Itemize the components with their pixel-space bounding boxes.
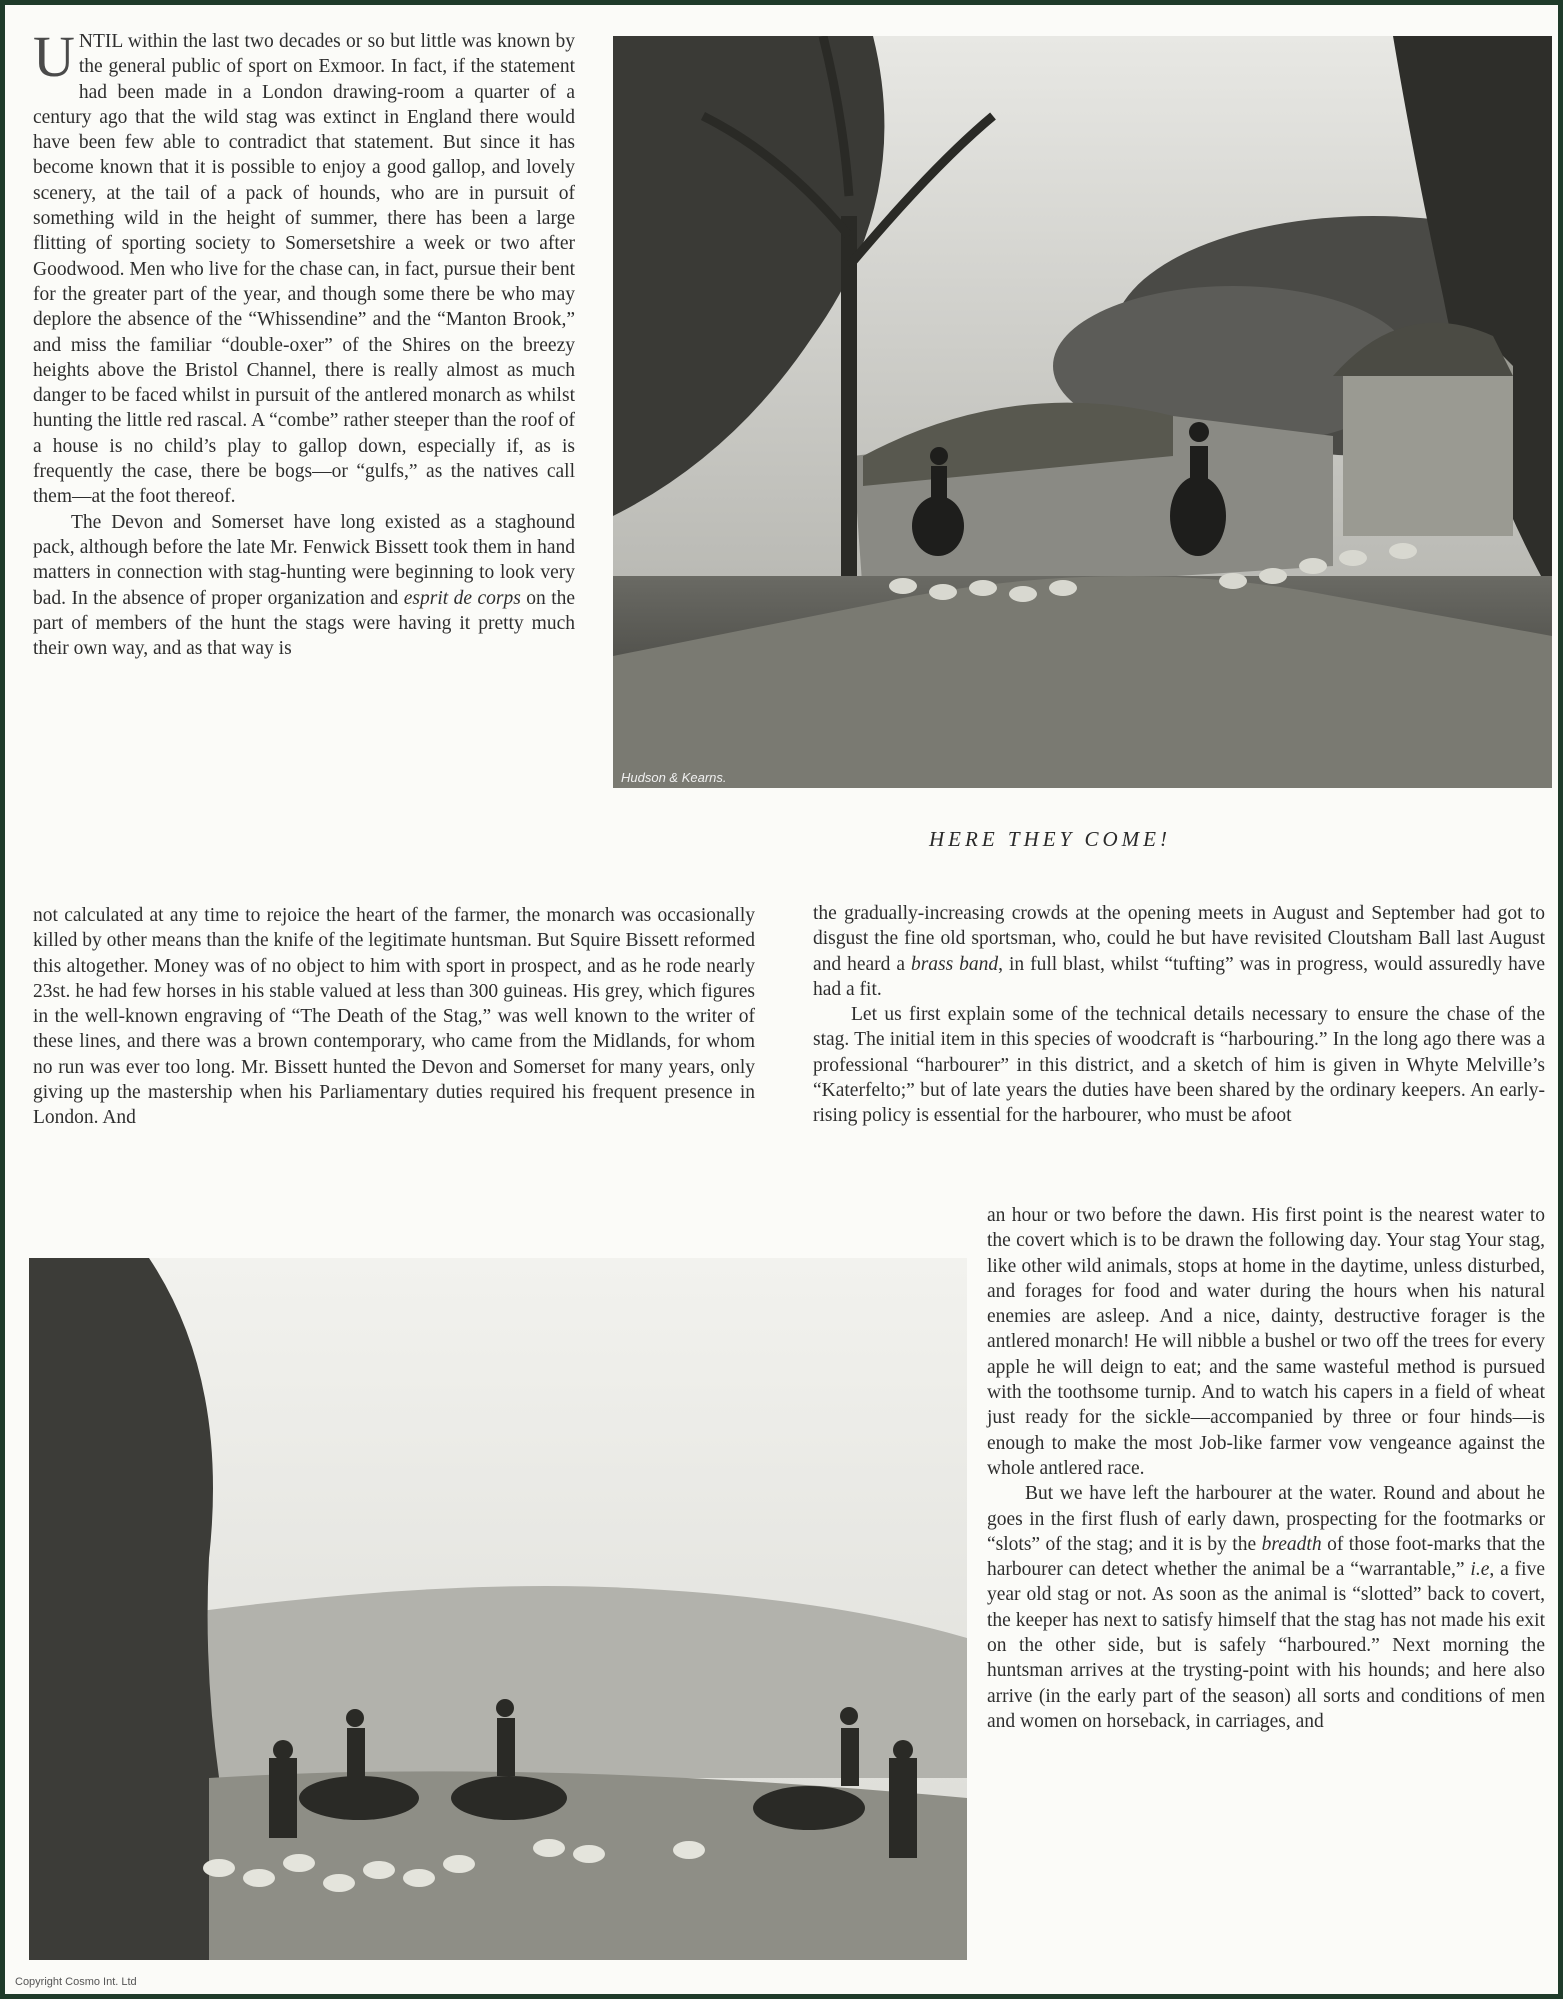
article-column-narrow bbox=[987, 1203, 1545, 1734]
photo-meet bbox=[29, 1258, 967, 1960]
photo-credit: Hudson & Kearns. bbox=[621, 770, 727, 785]
paragraph-4-continued: an hour or two before the dawn. His first point is the nearest water to the covert which is to be drawn the following day. Your stag Your stag, like other wild animals, stops at home in the daytime, unless disturbed, and forages for food and water during the hours when his natural enemies are asleep. And a nice, dainty, destructive forager is the antlered monarch! He will nibble a bushel or two off the trees for every apple he will deign to eat; and the same wasteful method is pursued with the toothsome turnip. And to watch his capers in a field of wheat just ready for the sickle—accompanied by three or four hinds—is enough to make the most Job-like farmer vow vengeance against the whole antlered race. bbox=[987, 1205, 1545, 1479]
paragraph-3: the gradually-increasing crowds at the opening meets in August and September had got to disgust the fine old sportsman, who, could he but have revisited Cloutsham Ball last August and heard a brass band, in full blast, whilst “tufting” was in progress, would assuredly have had a fit. bbox=[813, 903, 1545, 1000]
paragraph-2: The Devon and Somerset have long existed as a staghound pack, although before the late Mr. Fenwick Bissett took them in hand matters in connection with stag-hunting were beginning to look very bad. In the absence of proper organization and esprit de corps on the part of members of the hunt the stags were having it pretty much their own way, and as that way is bbox=[33, 511, 576, 660]
photo-here-they-come bbox=[613, 36, 1552, 788]
magazine-page bbox=[5, 5, 1558, 1994]
drop-cap: U bbox=[33, 24, 75, 89]
hunt-scene-illustration bbox=[613, 36, 1552, 788]
paragraph-2-continued: not calculated at any time to rejoice the heart of the farmer, the monarch was occasionally killed by other means than the knife of the legitimate huntsman. But Squire Bissett reformed this altogether. Money was of no object to him with sport in prospect, and as he rode nearly 23st. he had few horses in his stable valued at less than 300 guineas. His grey, which figures in the well-known engraving of “The Death of the Stag,” was well known to the writer of these lines, and there was a brown contemporary, who came from the Midlands, for whom no run was ever too long. Mr. Bissett hunted the Devon and Somerset for many years, only giving up the mastership when his Parliamentary duties required his frequent presence in London. And bbox=[33, 905, 755, 1129]
photo-caption: HERE THEY COME! bbox=[929, 827, 1171, 851]
copyright-notice: Copyright Cosmo Int. Ltd bbox=[15, 1976, 137, 1988]
paragraph-1: UNTIL within the last two decades or so but little was known by the general public of sport on Exmoor. In fact, if the statement had been made in a London drawing-room a quarter of a century ago that the wild stag was extinct in England there would have been few able to contradict that statement. But since it has become known that it is possible to enjoy a good gallop, and lovely scenery, at the tail of a pack of hounds, who are in pursuit of something wild in the height of summer, there has been a large flitting of sporting society to Somersetshire a week or two after Goodwood. Men who live for the chase can, in fact, pursue their bent for the greater part of the year, and though some there be who may deplore the absence of the “Whissendine” and the “Manton Brook,” and miss the familiar “double-oxer” of the Shires on the breezy heights above the Bristol Channel, there is really almost as much danger to be faced whilst in pursuit of the antlered monarch as whilst hunting the little red rascal. A “combe” rather steeper than the roof of a house is no child’s play to gallop down, especially if, as is frequently the case, there be bogs—or “gulfs,” as the natives call them—at the foot thereof. bbox=[33, 24, 575, 508]
paragraph-5: But we have left the harbourer at the water. Round and about he goes in the first flush of early dawn, prospecting for the footmarks or “slots” of the stag; and it is by the breadth of those foot-marks that the harbourer can detect whether the animal be a “warrantable,” i.e, a five year old stag or not. As soon as the animal is “slotted” back to covert, the keeper has next to satisfy himself that the stag has not made his exit on the other side, but is safely “harboured.” Next morning the huntsman arrives at the trysting-point with his hounds; and here also arrive (in the early part of the season) all sorts and conditions of men and women on horseback, in carriages, and bbox=[987, 1483, 1546, 1732]
meet-scene-illustration bbox=[29, 1258, 967, 1960]
paragraph-4: Let us first explain some of the technical details necessary to ensure the chase of the stag. The initial item in this species of woodcraft is “harbouring.” In the long ago there was a professional “harbourer” in this district, and a sketch of him is given in Whyte Melville’s “Katerfelto;” but of late years the duties have been shared by the ordinary keepers. An early-rising policy is essential for the harbourer, who must be afoot bbox=[813, 1004, 1545, 1127]
article-column-right bbox=[813, 901, 1545, 1129]
article-column-left bbox=[33, 24, 576, 661]
article-column-wide bbox=[33, 903, 755, 1131]
